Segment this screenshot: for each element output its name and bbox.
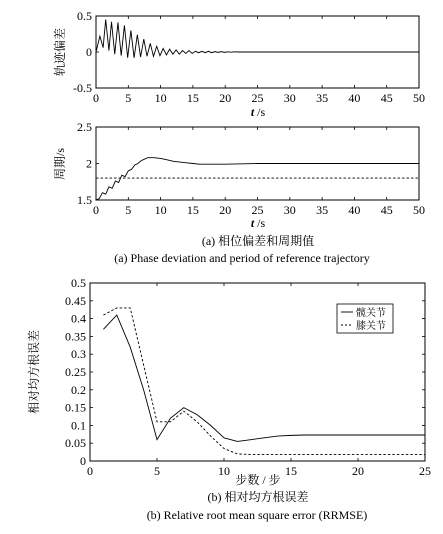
x-axis-var: t: [250, 105, 255, 119]
x-tick-label: 5: [125, 91, 132, 105]
x-tick-layer: [93, 16, 425, 105]
x-tick-label: 35: [316, 91, 329, 105]
y-axis-label: 轨迹偏差: [53, 27, 67, 77]
caption-b-en: (b) Relative root mean square error (RRMSE): [146, 508, 368, 522]
x-tick-label: 5: [154, 464, 160, 478]
x-axis-label: [251, 105, 266, 119]
x-tick-label: 0: [93, 203, 99, 217]
y-tick-label: 2: [86, 156, 92, 171]
y-tick-label: 1.5: [77, 193, 92, 207]
x-tick-label: 40: [348, 203, 361, 217]
x-tick-label: 0: [87, 464, 93, 478]
y-tick-label: 0.15: [65, 400, 86, 415]
x-tick-label: 50: [413, 91, 425, 105]
x-tick-label: 25: [251, 91, 264, 105]
x-tick-label: 40: [348, 91, 361, 105]
y-tick-label: 0.2: [71, 382, 86, 397]
x-tick-label: 15: [186, 203, 199, 217]
x-tick-label: 10: [154, 203, 167, 217]
x-tick-label: 10: [154, 91, 167, 105]
series-layer: [96, 20, 419, 58]
y-tick-label: 0.5: [71, 276, 86, 290]
y-tick-label: -0.5: [73, 81, 92, 95]
series-line-0: [96, 20, 419, 58]
y-tick-label: 0: [86, 45, 92, 59]
x-tick-label: 10: [218, 464, 230, 478]
x-tick-label: 20: [352, 464, 364, 478]
x-axis-unit: /s: [257, 105, 266, 119]
y-tick-label: 0.45: [65, 293, 86, 308]
legend-label-knee: 膝关节: [356, 321, 386, 332]
x-tick-label: 45: [380, 91, 393, 105]
y-tick-label: 0.5: [77, 9, 92, 23]
x-tick-label: 45: [380, 203, 393, 217]
x-tick-label: 30: [283, 203, 296, 217]
y-tick-label: 2.5: [77, 120, 92, 134]
x-tick-label: 25: [419, 464, 431, 478]
x-axis-unit: /s: [257, 216, 266, 230]
x-tick-label: 35: [316, 203, 329, 217]
rrmse-chart: [26, 276, 431, 487]
y-axis-label: 周期/s: [53, 147, 67, 181]
x-tick-label: 0: [93, 91, 99, 105]
x-tick-layer: [93, 127, 425, 217]
y-tick-label: 0.3: [71, 347, 86, 362]
caption-a-zh: (a) 相位偏差和周期值: [201, 234, 315, 248]
series-line-0: [103, 315, 425, 441]
x-tick-label: 20: [219, 203, 232, 217]
x-axis-label: 步数 / 步: [235, 473, 281, 487]
y-tick-label: 0.25: [65, 365, 86, 379]
x-tick-label: 15: [285, 464, 297, 478]
caption-b-zh: (b) 相对均方根误差: [207, 490, 309, 504]
x-tick-label: 25: [251, 203, 264, 217]
x-tick-label: 15: [186, 91, 199, 105]
x-axis-label: [251, 216, 266, 230]
y-axis-label: 相对均方根误差: [27, 329, 41, 415]
y-tick-label: 0.35: [65, 329, 86, 344]
caption-a-en: (a) Phase deviation and period of reference trajectory: [114, 251, 370, 265]
series-line-0: [96, 158, 419, 200]
legend-label-hip: 髋关节: [356, 308, 386, 319]
y-tick-label: 0: [80, 454, 86, 468]
legend: [337, 304, 393, 333]
x-tick-label: 5: [125, 203, 132, 217]
period-chart: [52, 120, 425, 230]
phase-deviation-chart: [52, 9, 425, 119]
series-layer: [96, 158, 419, 200]
y-tick-label: 0.05: [65, 436, 86, 451]
y-tick-label: 0.4: [71, 311, 86, 326]
y-tick-label: 0.1: [71, 418, 86, 433]
x-tick-label: 50: [413, 203, 425, 217]
x-axis-var: t: [250, 216, 255, 230]
x-tick-label: 30: [283, 91, 296, 105]
x-tick-label: 20: [219, 91, 232, 105]
